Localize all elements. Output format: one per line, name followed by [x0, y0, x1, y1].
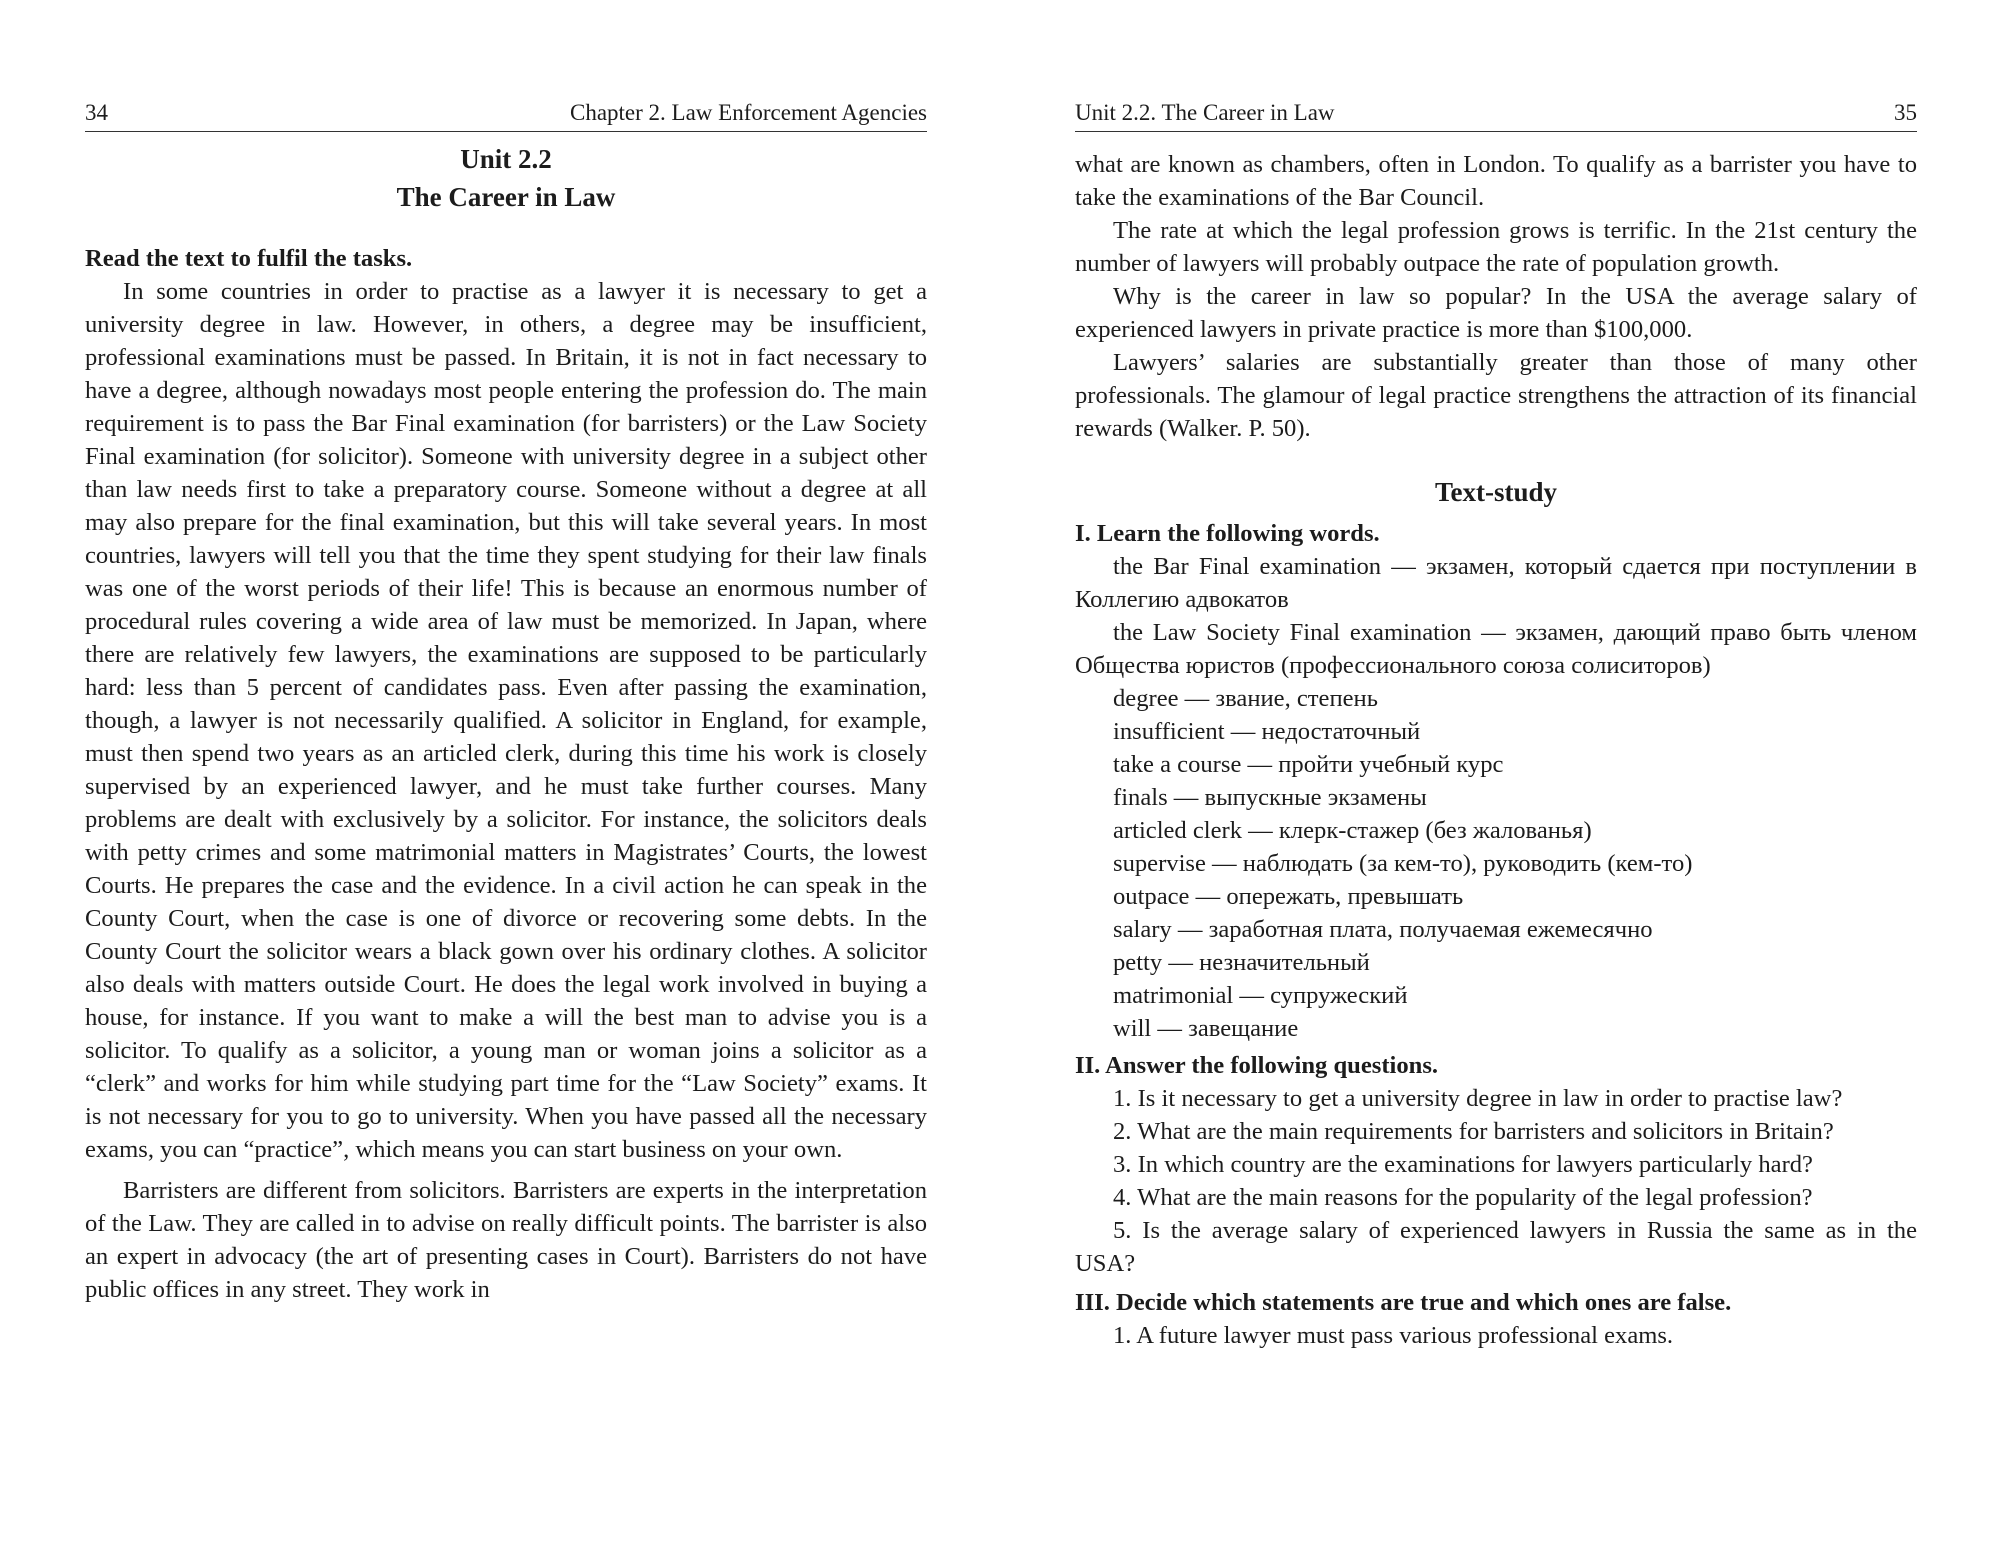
body-paragraph: The rate at which the legal profession grows is terrific. In the 21st century the number of lawyers will probably outpace the rate of population growth.	[1075, 217, 1917, 277]
question-item: 5. Is the average salary of experienced lawyers in Russia the same as in the USA?	[1075, 1217, 1917, 1277]
vocab-item: articled clerk — клерк-стажер (без жалованья)	[1113, 817, 1592, 844]
right-running-head	[1075, 95, 1917, 132]
statements-list	[1075, 1319, 1917, 1352]
vocab-item: take a course — пройти учебный курс	[1113, 751, 1504, 778]
body-paragraph: Why is the career in law so popular? In the USA the average salary of experienced lawyers in private practice is more than $100,000.	[1075, 283, 1917, 343]
vocab-item: will — завещание	[1113, 1015, 1299, 1042]
vocab-item: degree — звание, степень	[1113, 685, 1378, 712]
left-running-head	[85, 95, 927, 132]
vocabulary-list	[1075, 550, 1917, 1045]
left-content	[85, 140, 927, 1306]
text-study-heading: Text-study	[1434, 477, 1558, 507]
body-paragraph: Barristers are different from solicitors. Barristers are experts in the interpretation of the Law. They are called in to advise on really difficult points. The barrister is also an expert in advocacy (the art of presenting cases in Court). Barristers do not have public offices in any street. They work in	[85, 1177, 927, 1303]
question-item: 3. In which country are the examinations for lawyers particularly hard?	[1113, 1151, 1813, 1178]
vocab-item: finals — выпускные экзамены	[1113, 784, 1427, 811]
question-item: 4. What are the main reasons for the popularity of the legal profession?	[1113, 1184, 1813, 1211]
body-paragraph: In some countries in order to practise as a lawyer it is necessary to get a university degree in law. However, in others, a degree may be insufficient, professional examinations must be passed. In Britain, it is not in fact necessary to have a degree, although nowadays most people entering the profession do. The main requirement is to pass the Bar Final examination (for barristers) or the Law Society Final examination (for solicitor). Someone with university degree in a subject other than law needs first to take a preparatory course. Someone without a degree at all may also prepare for the final examination, but this will take several years. In most countries, lawyers will tell you that the time they spent studying for their law finals was one of the worst periods of their life! This is because an enormous number of procedural rules covering a wide area of law must be memorized. In Japan, where there are relatively few lawyers, the examinations are supposed to be particularly hard: less than 5 percent of candidates pass. Even after passing the examination, though, a lawyer is not necessarily qualified. A solicitor in England, for example, must then spend two years as an articled clerk, during this time his work is closely supervised by an experienced lawyer, and he must take further courses. Many problems are dealt with exclusively by a solicitor. For instance, the solicitors deals with petty crimes and some matrimonial matters in Magistrates’ Courts, the lowest Courts. He prepares the case and the evidence. In a civil action he can speak in the County Court, when the case is one of divorce or recovering some debts. In the County Court the solicitor wears a black gown over his ordinary clothes. A solicitor also deals with matters outside Court. He does the legal work involved in buying a house, for instance. If you want to make a will the best man to advise you is a solicitor. To qualify as a solicitor, a young man or woman joins a solicitor as a “clerk” and works for him while studying part time for the “Law Society” exams. It is not necessary for you to go to university. When you have passed all the necessary exams, you can “practice”, which means you can start business on your own.	[85, 278, 927, 1163]
right-page	[1075, 0, 1917, 1558]
vocab-item: supervise — наблюдать (за кем-то), руководить (кем-то)	[1113, 850, 1693, 877]
question-item: 2. What are the main requirements for barristers and solicitors in Britain?	[1113, 1118, 1834, 1145]
section-1-heading: I. Learn the following words.	[1075, 520, 1380, 547]
vocab-item: outpace — опережать, превышать	[1113, 883, 1464, 910]
page-number-right: 35	[1894, 100, 1917, 125]
section-3-heading: III. Decide which statements are true and which ones are false.	[1075, 1289, 1732, 1316]
continued-paragraph: what are known as chambers, often in London. To qualify as a barrister you have to take the examinations of the Bar Council.	[1075, 151, 1917, 211]
page-number-left: 34	[85, 100, 108, 125]
vocab-item: petty — незначительный	[1113, 949, 1370, 976]
unit-running-title: Unit 2.2. The Career in Law	[1075, 100, 1335, 125]
right-content	[1075, 148, 1917, 1352]
vocab-item: salary — заработная плата, получаемая ежемесячно	[1113, 916, 1653, 943]
vocab-item: the Law Society Final examination — экзамен, дающий право быть членом Общества юристов (профессионального союза солиситоров)	[1075, 619, 1917, 679]
questions-list	[1075, 1082, 1917, 1280]
section-2-heading: II. Answer the following questions.	[1075, 1052, 1439, 1079]
question-item: 1. Is it necessary to get a university degree in law in order to practise law?	[1113, 1085, 1843, 1112]
vocab-item: the Bar Final examination — экзамен, который сдается при поступлении в Коллегию адвокатов	[1075, 553, 1917, 613]
statement-item: 1. A future lawyer must pass various professional exams.	[1113, 1322, 1674, 1349]
unit-title: The Career in Law	[396, 182, 616, 212]
reading-instruction: Read the text to fulfil the tasks.	[85, 245, 413, 272]
unit-label: Unit 2.2	[460, 144, 552, 174]
body-paragraph: Lawyers’ salaries are substantially greater than those of many other professionals. The glamour of legal practice strengthens the attraction of its financial rewards (Walker. P. 50).	[1075, 349, 1917, 442]
chapter-title: Chapter 2. Law Enforcement Agencies	[569, 100, 927, 125]
left-page	[85, 0, 927, 1558]
vocab-item: matrimonial — супружеский	[1113, 982, 1408, 1009]
vocab-item: insufficient — недостаточный	[1113, 718, 1421, 745]
